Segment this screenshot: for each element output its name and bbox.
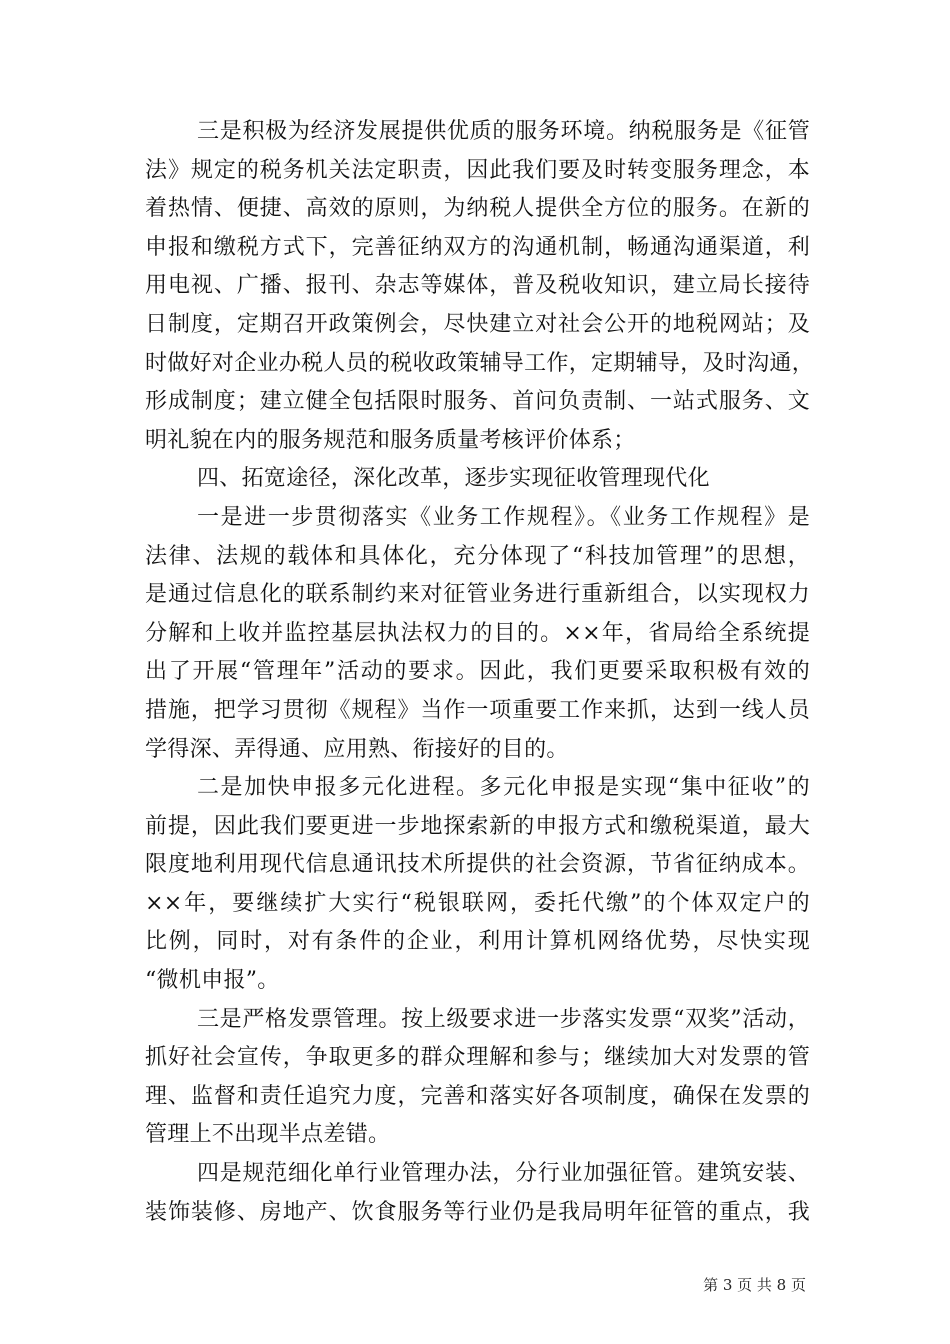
text-line: 三是严格发票管理。按上级要求进一步落实发票“双奖”活动， [197,1006,810,1032]
text-line: 日制度，定期召开政策例会，尽快建立对社会公开的地税网站；及 [145,311,810,337]
text-line: 用电视、广播、报刊、杂志等媒体，普及税收知识，建立局长接待 [145,273,810,299]
text-line: 法律、法规的载体和具体化，充分体现了“科技加管理”的思想， [145,543,810,569]
text-line: 法》规定的税务机关法定职责，因此我们要及时转变服务理念，本 [145,157,810,183]
text-line: 前提，因此我们要更进一步地探索新的申报方式和缴税渠道，最大 [145,813,810,839]
text-line: 限度地利用现代信息通讯技术所提供的社会资源，节省征纳成本。 [145,852,810,878]
text-line: 是通过信息化的联系制约来对征管业务进行重新组合，以实现权力 [145,582,810,608]
document-body [145,113,815,1232]
text-line: 四、拓宽途径，深化改革，逐步实现征收管理现代化 [197,466,710,492]
text-line: 明礼貌在内的服务规范和服务质量考核评价体系； [145,427,636,453]
text-line: 一是进一步贯彻落实《业务工作规程》。《业务工作规程》是 [197,504,810,530]
text-line: 学得深、弄得通、应用熟、衔接好的目的。 [145,736,569,762]
text-line: 措施，把学习贯彻《规程》当作一项重要工作来抓，达到一线人员 [145,697,810,723]
text-line: 管理上不出现半点差错。 [145,1122,391,1148]
text-line: 三是积极为经济发展提供优质的服务环境。纳税服务是《征管 [197,119,810,144]
text-line: 四是规范细化单行业管理办法，分行业加强征管。建筑安装、 [197,1161,810,1187]
text-line: 申报和缴税方式下，完善征纳双方的沟通机制，畅通沟通渠道，利 [145,234,810,260]
text-line: 分解和上收并监控基层执法权力的目的。××年，省局给全系统提 [145,620,810,646]
text-line: 装饰装修、房地产、饮食服务等行业仍是我局明年征管的重点，我 [145,1199,810,1225]
text-line: 着热情、便捷、高效的原则，为纳税人提供全方位的服务。在新的 [145,196,810,222]
text-line: 理、监督和责任追究力度，完善和落实好各项制度，确保在发票的 [145,1083,810,1109]
text-line: 抓好社会宣传，争取更多的群众理解和参与；继续加大对发票的管 [145,1045,810,1071]
text-line: ××年，要继续扩大实行“税银联网，委托代缴”的个体双定户的 [145,890,810,916]
text-line: 出了开展“管理年”活动的要求。因此，我们更要采取积极有效的 [145,659,810,685]
page-number-footer: 第 3 页 共 8 页 [703,1276,806,1294]
text-line: 二是加快申报多元化进程。多元化申报是实现“集中征收”的 [197,775,810,801]
text-line: 形成制度；建立健全包括限时服务、首问负责制、一站式服务、文 [145,389,810,415]
text-line: 比例，同时，对有条件的企业，利用计算机网络优势，尽快实现 [145,929,810,955]
text-line: 时做好对企业办税人员的税收政策辅导工作，定期辅导，及时沟通， [145,350,815,376]
text-line: “微机申报”。 [145,968,280,994]
